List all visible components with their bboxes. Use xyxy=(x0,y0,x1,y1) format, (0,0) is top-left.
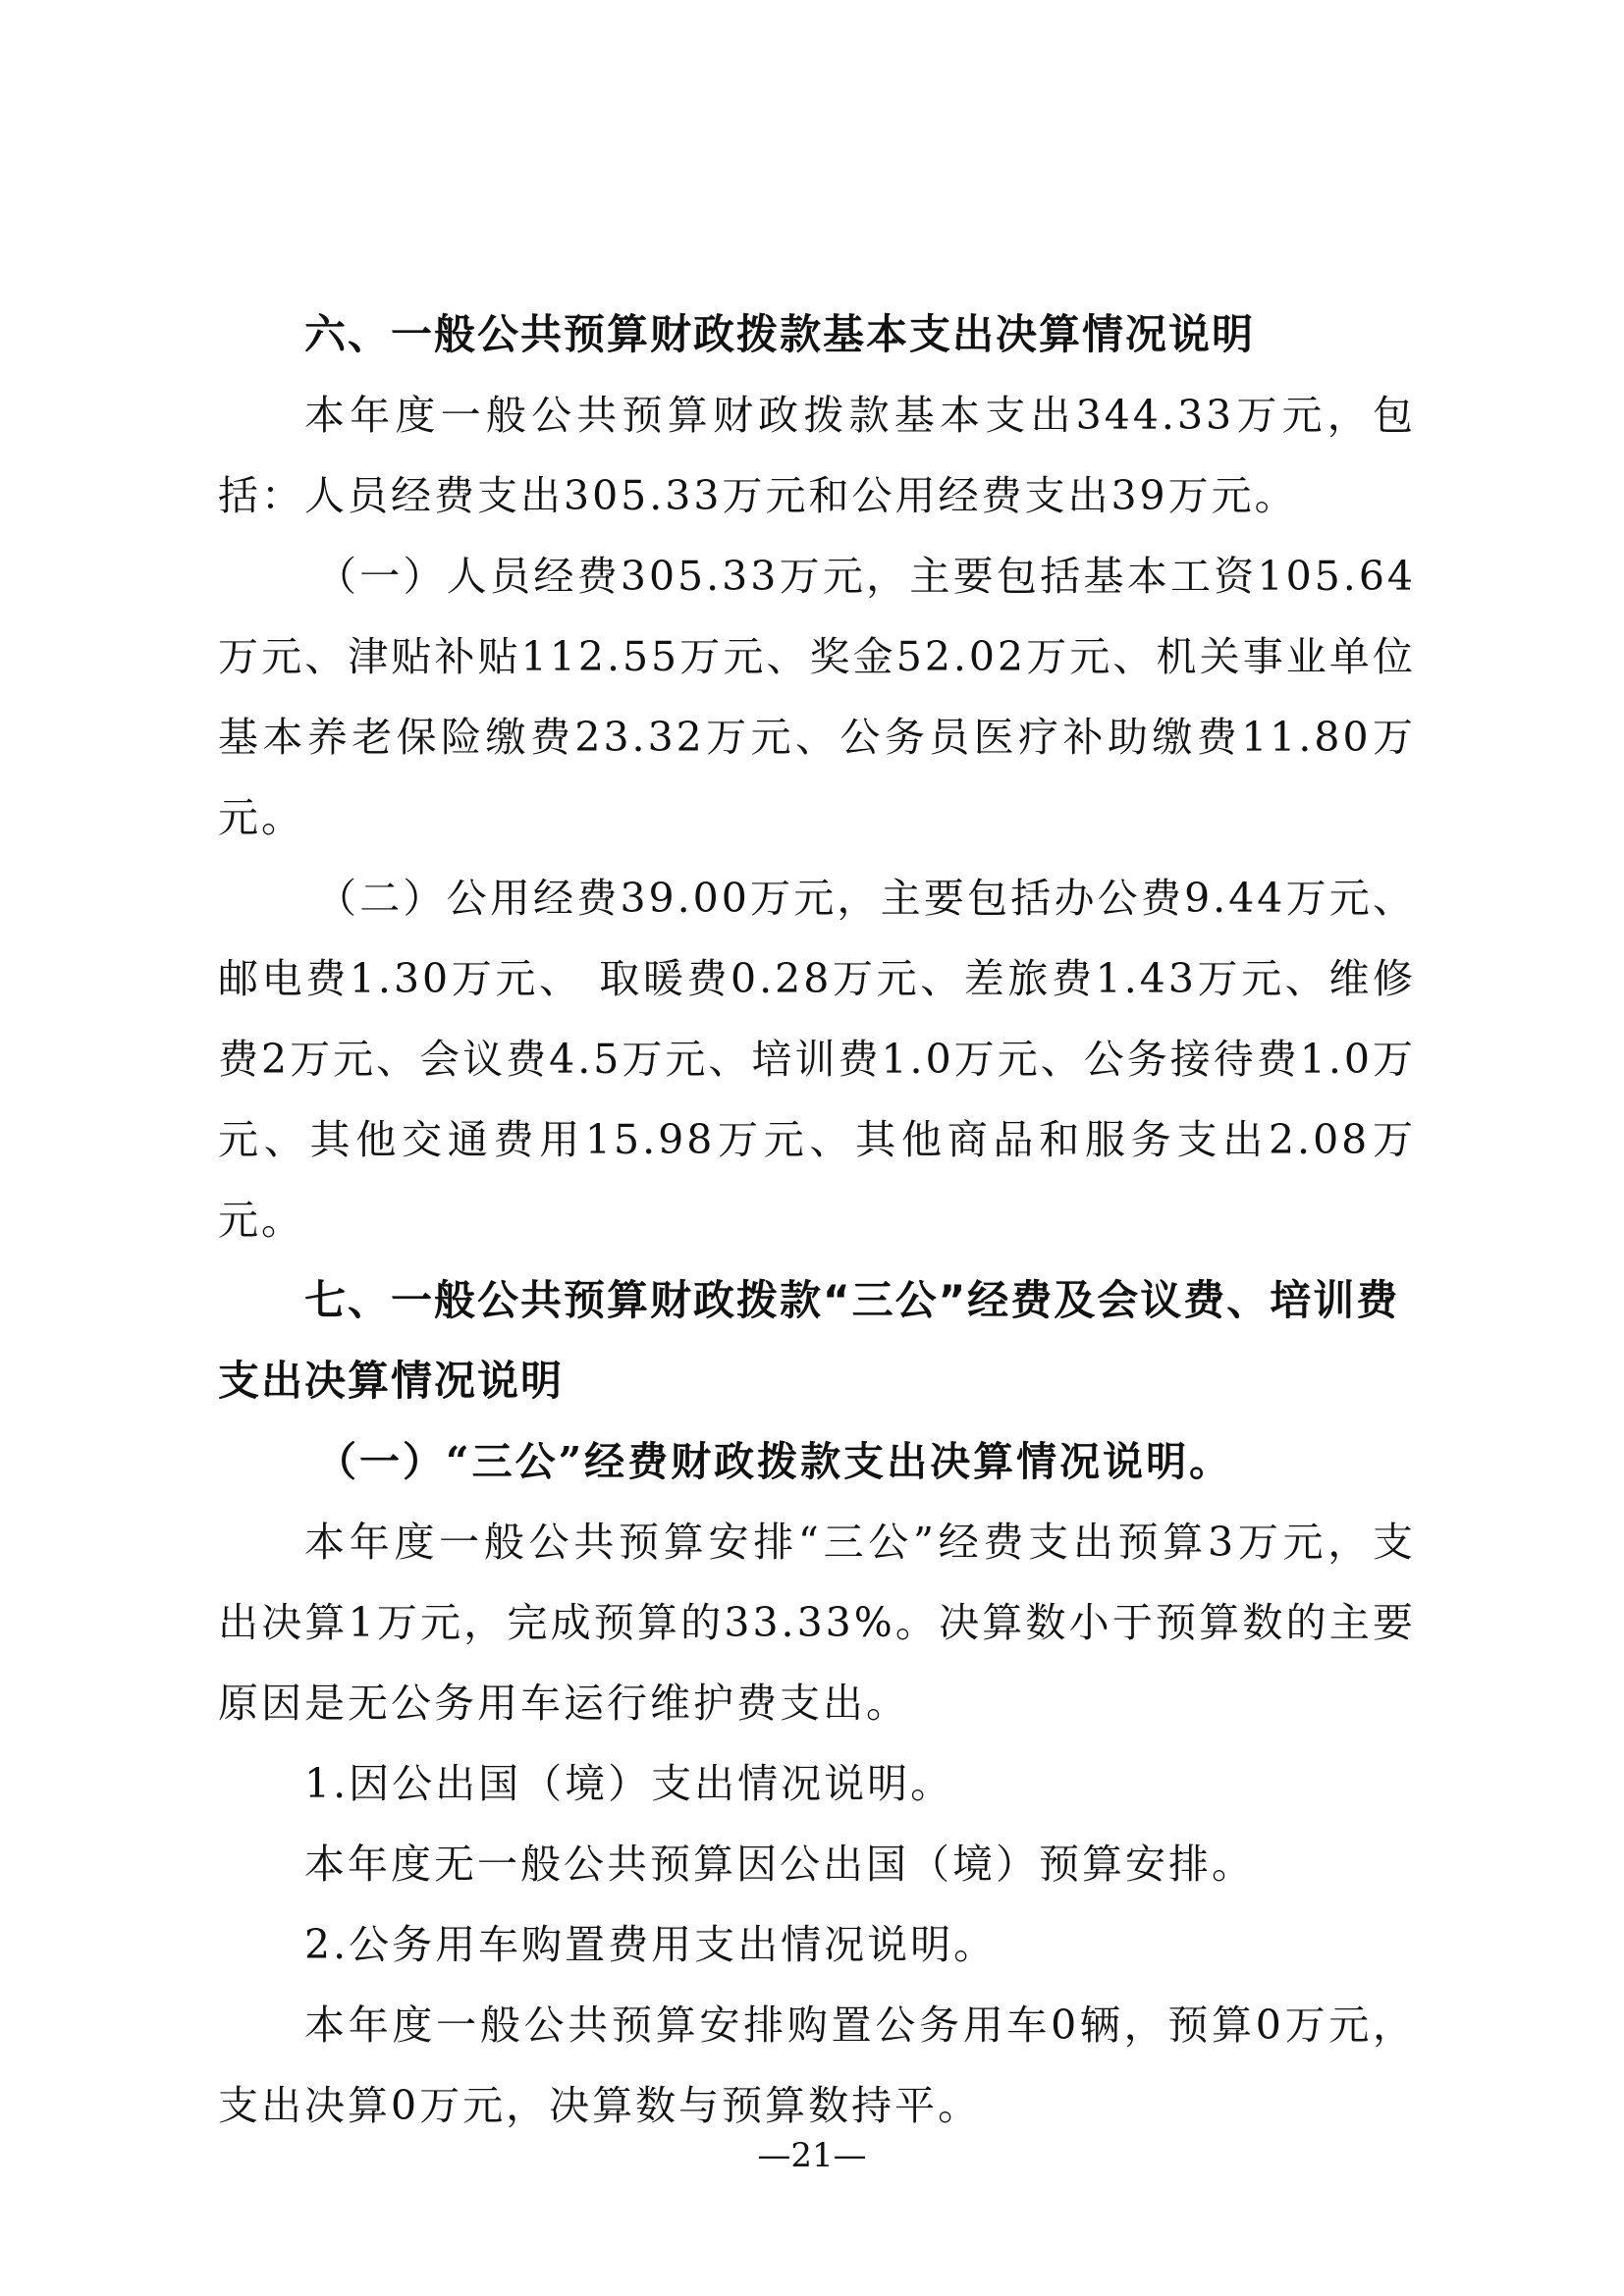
section-7-item-1-text: 本年度无一般公共预算因公出国（境）预算安排。 xyxy=(304,1841,1255,1888)
section-6-heading: 六、一般公共预算财政拨款基本支出决算情况说明 xyxy=(304,310,1256,358)
section-7-item-2-text: 本年度一般公共预算安排购置公务用车0辆，预算0万元，支出决算0万元，决算数与预算数持平。 xyxy=(218,2002,1416,2129)
section-6-paragraph-1: 本年度一般公共预算财政拨款基本支出344.33万元，包括：人员经费支出305.33万元和公用经费支出39万元。 xyxy=(218,392,1416,519)
section-7-item-2-title: 2.公务用车购置费用支出情况说明。 xyxy=(304,1921,998,1968)
section-6-paragraph-public: （二）公用经费39.00万元，主要包括办公费9.44万元、邮电费1.30万元、 取暖费0.28万元、差旅费1.43万元、维修费2万元、会议费4.5万元、培训费1.0万元、公务接待费1.0万元、其他交通费用15.98万元、其他商品和服务支出2.08万元。 xyxy=(218,875,1416,1244)
page-number: —21— xyxy=(757,2136,867,2175)
section-7-heading: 七、一般公共预算财政拨款“三公”经费及会议费、培训费支出决算情况说明 xyxy=(218,1276,1400,1405)
document-body xyxy=(218,294,1416,2146)
section-7-item-1-title: 1.因公出国（境）支出情况说明。 xyxy=(304,1760,954,1807)
section-7-sub1-heading: （一）“三公”经费财政拨款支出决算情况说明。 xyxy=(316,1438,1233,1485)
section-7-paragraph-1: 本年度一般公共预算安排“三公”经费支出预算3万元，支出决算1万元，完成预算的33.33%。决算数小于预算数的主要原因是无公务用车运行维护费支出。 xyxy=(218,1519,1416,1727)
section-6-paragraph-personnel: （一）人员经费305.33万元，主要包括基本工资105.64万元、津贴补贴112.55万元、奖金52.02万元、机关事业单位基本养老保险缴费23.32万元、公务员医疗补助缴费11.80万元。 xyxy=(218,553,1416,841)
